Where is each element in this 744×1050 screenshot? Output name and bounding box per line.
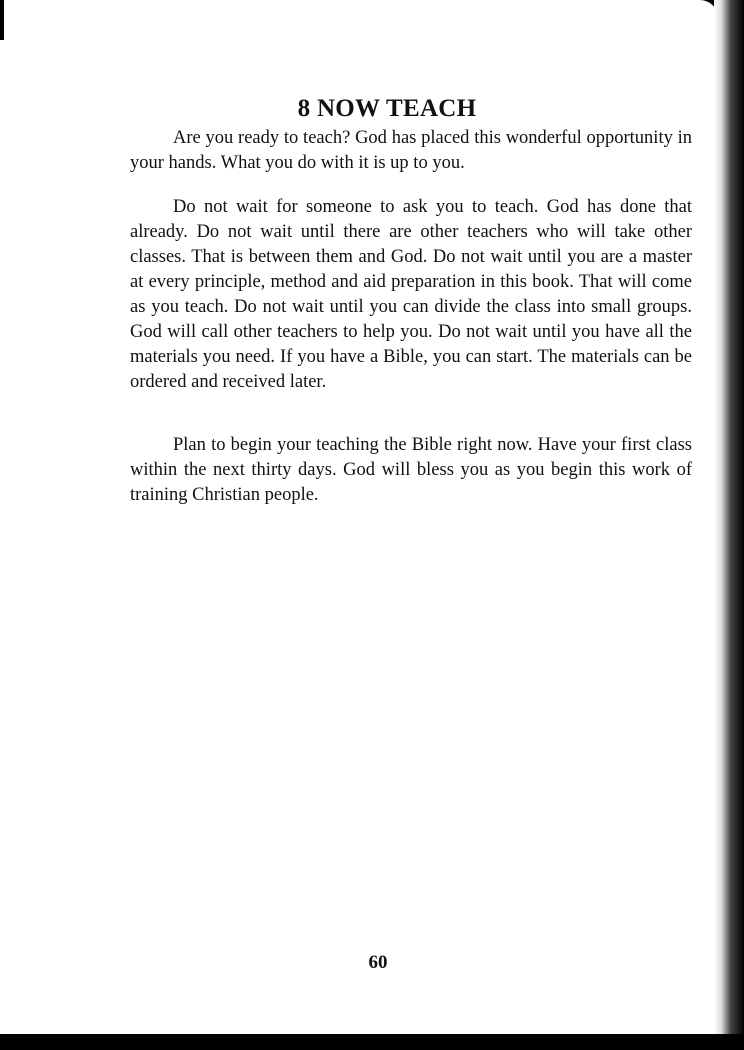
- page-left-shadow: [0, 0, 4, 1036]
- paragraph-3: Plan to begin your teaching the Bible right now. Have your first class within the next thirty days. God will bless you as you begin this work of training Christian people.: [130, 435, 692, 505]
- paragraph-1: Are you ready to teach? God has placed this wonderful opportunity in your hands. What you do with it is up to you.: [130, 128, 692, 173]
- paragraph-2: Do not wait for someone to ask you to teach. God has done that already. Do not wait until there are other teachers who will take other classes. That is between them and God. Do not wait until you are a master at every principle, method and aid preparation in this book. That will come as you teach. Do not wait until you can divide the class into small groups. God will call other teachers to help you. Do not wait until you have all the materials you need. If you have a Bible, you can start. The materials can be ordered and received later.: [130, 197, 692, 392]
- page-number: 60: [368, 952, 388, 973]
- page-bottom-edge-shadow: [0, 1034, 744, 1050]
- page-right-edge-shadow: [714, 0, 744, 1050]
- chapter-title: 8 NOW TEACH: [297, 94, 477, 122]
